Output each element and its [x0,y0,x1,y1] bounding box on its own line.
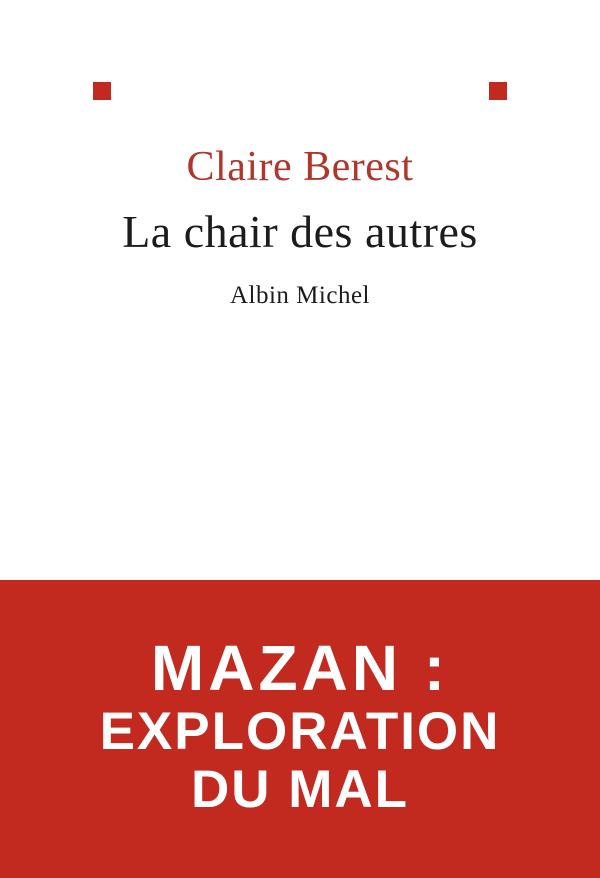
red-square-left [93,82,111,100]
banner-line-mazan: MAZAN : [150,632,450,704]
banner-line-du-mal: DU MAL [190,760,410,819]
author-name: Claire Berest [186,144,414,190]
banner-line-exploration: EXPLORATION [99,702,501,761]
red-square-right [489,82,507,100]
publisher-name: Albin Michel [229,282,370,309]
bottom-banner [0,580,600,878]
book-title: La chair des autres [122,206,478,257]
